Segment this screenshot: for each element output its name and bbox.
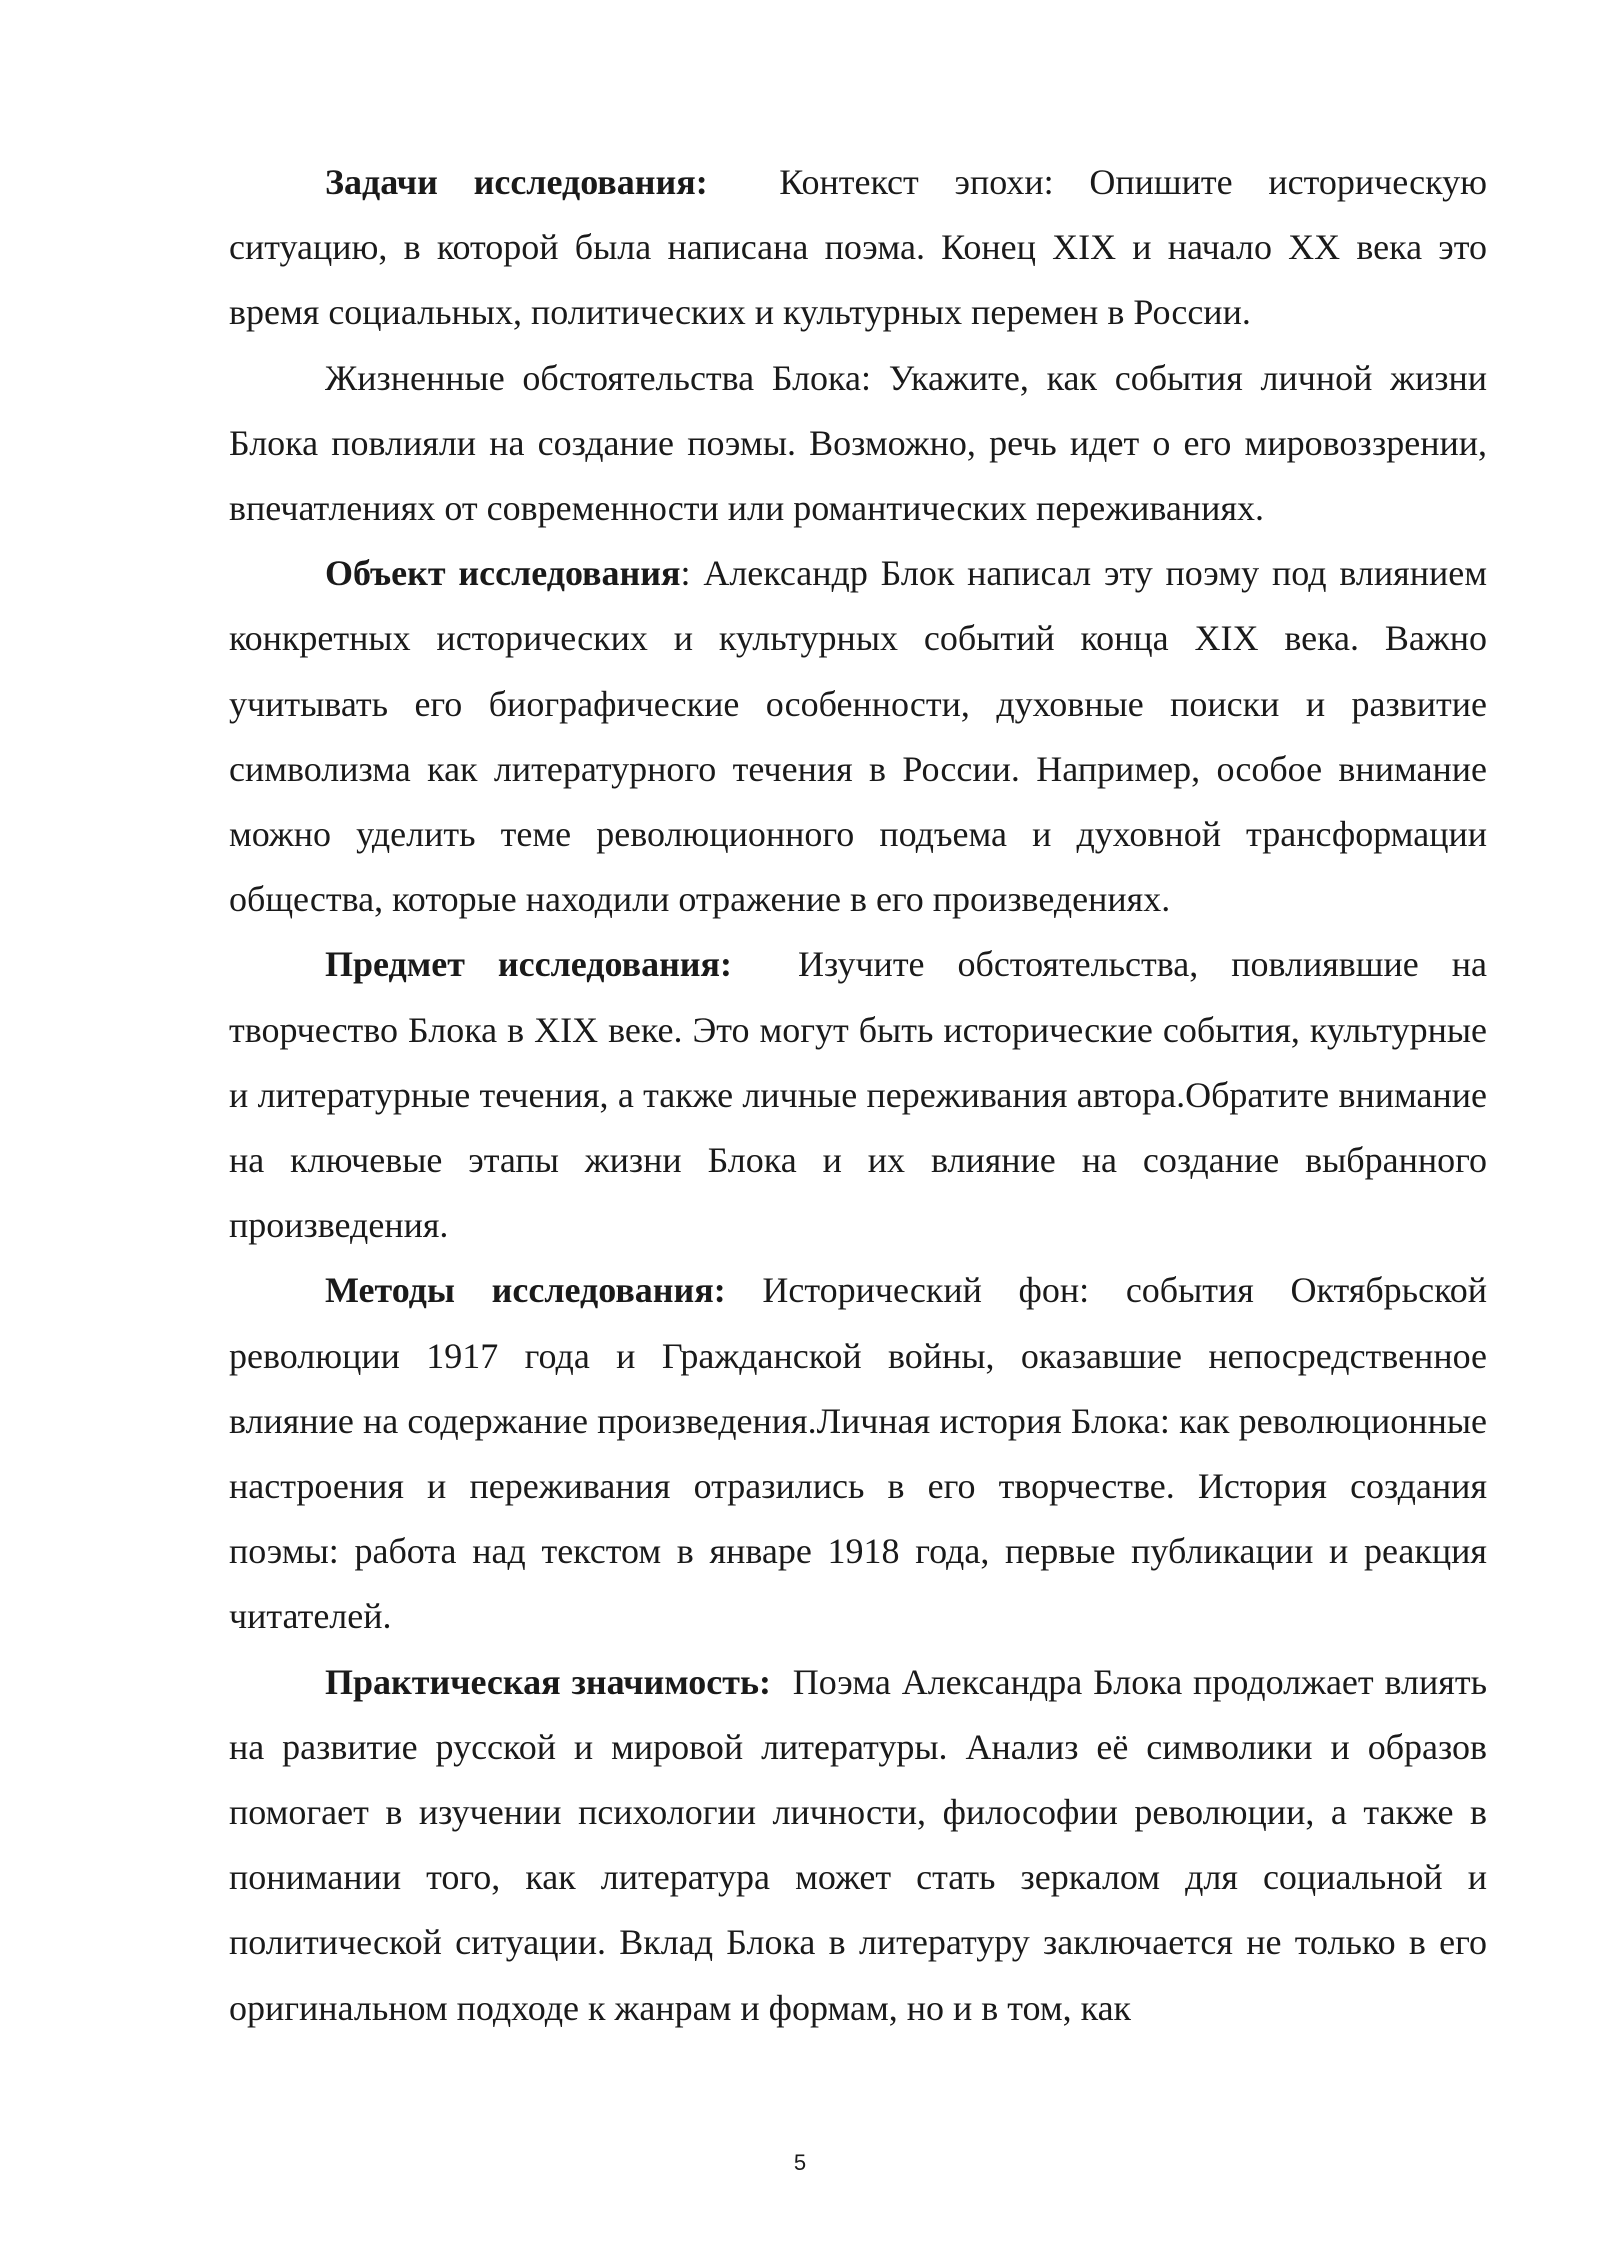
- heading-research-object: Объект исследования: [325, 553, 681, 594]
- paragraph-text: Исторический фон: события Октябрьской революции 1917 года и Гражданской войны, оказавшие непосредственное влияние на содержание произведения.Личная история Блока: как революционные настроения и переживания отразились в его творчестве. История создания поэмы: работа над текстом в январе 1918 года, первые публикации и реакция читателей.: [229, 1270, 1487, 1637]
- paragraph-practical-significance: [229, 1650, 1496, 2041]
- paragraph-text: Поэма Александра Блока продолжает влиять на развитие русской и мировой литературы. Анализ её символики и образов помогает в изучении психологии личности, философии революции, а также в понимании того, как литература может стать зеркалом для социальной и политической ситуации. Вклад Блока в литературу заключается не только в его оригинальном подходе к жанрам и формам, но и в том, как: [229, 1661, 1496, 2028]
- heading-practical-significance: Практическая значимость:: [325, 1661, 771, 1702]
- paragraph-research-methods: [229, 1258, 1487, 1649]
- page-number: 5: [793, 2150, 807, 2175]
- heading-research-methods: Методы исследования:: [325, 1270, 726, 1311]
- paragraph-text: Изучите обстоятельства, повлиявшие на творчество Блока в XIX веке. Это могут быть исторические события, культурные и литературные течения, а также личные переживания автора.Обратите внимание на ключевые этапы жизни Блока и их влияние на создание выбранного произведения.: [229, 944, 1496, 1246]
- paragraph-text: Контекст эпохи: Опишите историческую ситуацию, в которой была написана поэма. Конец XIX и начало XX века это время социальных, политических и культурных перемен в России.: [229, 162, 1496, 333]
- paragraph-text: Жизненные обстоятельства Блока: Укажите, как события личной жизни Блока повлияли на создание поэмы. Возможно, речь идет о его мировоззрении, впечатлениях от современности или романтических переживаниях.: [229, 357, 1487, 529]
- heading-research-subject: Предмет исследования:: [325, 944, 733, 985]
- document-body: [229, 150, 1496, 2041]
- paragraph-research-tasks: [229, 150, 1496, 346]
- paragraph-life-circumstances: [229, 346, 1487, 542]
- paragraph-research-object: [229, 541, 1487, 932]
- paragraph-text: : Александр Блок написал эту поэму под влиянием конкретных исторических и культурных событий конца XIX века. Важно учитывать его биографические особенности, духовные поиски и развитие символизма как литературного течения в России. Например, особое внимание можно уделить теме революционного подъема и духовной трансформации общества, которые находили отражение в его произведениях.: [229, 553, 1487, 920]
- paragraph-research-subject: [229, 932, 1496, 1258]
- heading-research-tasks: Задачи исследования:: [325, 162, 708, 202]
